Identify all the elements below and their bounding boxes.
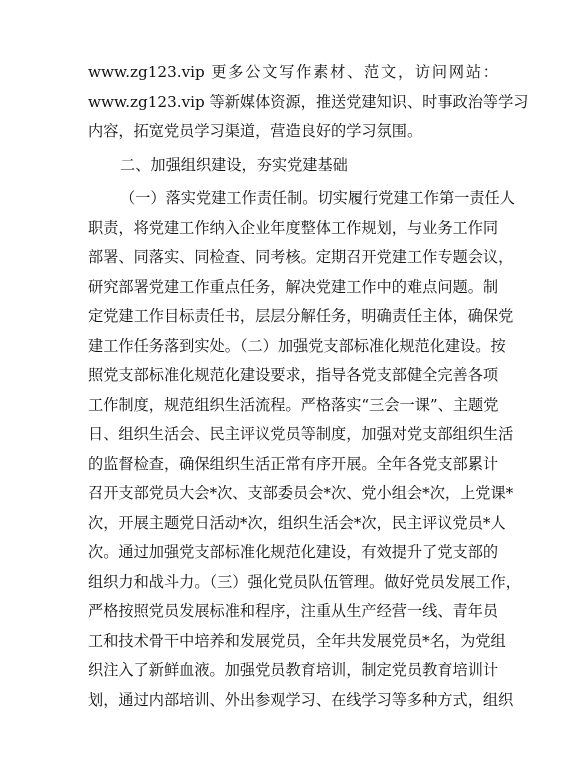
text-line: 内容，拓宽党员学习渠道，营造良好的学习氛围。 xyxy=(88,122,423,140)
text-line: 研究部署党建工作重点任务，解决党建工作中的难点问题。制 xyxy=(88,277,499,296)
text-line: 定党建工作目标责任书，层层分解任务，明确责任主体，确保党 xyxy=(88,307,514,325)
text-line: 织注入了新鲜血液。加强党员教育培训，制定党员教育培训计 xyxy=(88,661,499,679)
text-line: 建工作任务落到实处。（二）加强党支部标准化规范化建设。按 xyxy=(88,336,506,355)
text-line: 的监督检查，确保组织生活正常有序开展。全年各党支部累计 xyxy=(88,454,499,473)
text-line: 组织力和战斗力。（三）强化党员队伍管理。做好党员发展工作， xyxy=(88,572,521,591)
text-line: 日、组织生活会、民主评议党员等制度，加强对党支部组织生活 xyxy=(88,425,514,443)
text-line: 职责，将党建工作纳入企业年度整体工作规划，与业务工作同 xyxy=(88,218,499,237)
text-line: www.zg123.vip 等新媒体资源，推送党建知识、时事政治等学习 xyxy=(88,92,529,111)
text-line: www.zg123.vip 更多公文写作素材、范文，访问网站： xyxy=(88,63,498,81)
text-line: 严格按照党员发展标准和程序，注重从生产经营一线、青年员 xyxy=(88,602,499,620)
text-line: 照党支部标准化规范化建设要求，指导各党支部健全完善各项 xyxy=(88,366,499,384)
document-body xyxy=(88,58,529,715)
text-line: 召开支部党员大会*次、支部委员会*次、党小组会*次，上党课* xyxy=(88,484,514,502)
section-heading: 二、加强组织建设，夯实党建基础 xyxy=(120,155,348,174)
text-line: （一）落实党建工作责任制。切实履行党建工作第一责任人 xyxy=(120,189,515,207)
text-line: 部署、同落实、同检查、同考核。定期召开党建工作专题会议， xyxy=(88,248,514,266)
text-line: 工和技术骨干中培养和发展党员，全年共发展党员*名，为党组 xyxy=(88,631,506,650)
text-line: 划，通过内部培训、外出参观学习、在线学习等多种方式，组织 xyxy=(88,690,514,709)
text-line: 次。通过加强党支部标准化规范化建设，有效提升了党支部的 xyxy=(88,543,499,561)
text-line: 工作制度，规范组织生活流程。严格落实“三会一课”、主题党 xyxy=(88,395,499,414)
text-line: 次，开展主题党日活动*次，组织生活会*次，民主评议党员*人 xyxy=(88,513,506,532)
